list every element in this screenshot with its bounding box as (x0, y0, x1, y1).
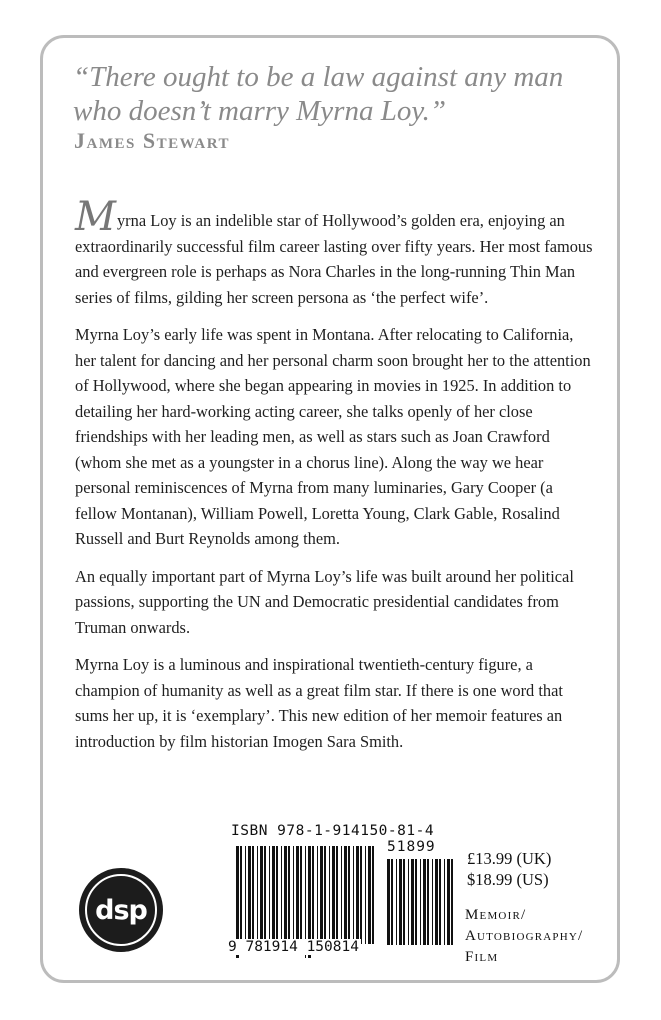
barcode-bar (423, 859, 426, 945)
addon-barcode (387, 859, 455, 959)
publisher-logo-ring (85, 874, 157, 946)
barcode-bar (444, 859, 445, 945)
barcode-bar (353, 846, 354, 944)
barcode-bar (387, 859, 390, 945)
drop-cap: M (75, 194, 116, 240)
barcode-bar (396, 859, 397, 945)
barcode-bar (245, 846, 246, 944)
ean-digits: 9 781914 150814 (228, 939, 359, 955)
barcode-bar (427, 859, 429, 945)
barcode-bar (348, 846, 350, 944)
barcode-bar (451, 859, 453, 945)
barcode-bar (272, 846, 275, 944)
barcode-bar (365, 846, 366, 944)
category-block (465, 905, 583, 968)
isbn-label: ISBN 978-1-914150-81-4 (231, 823, 435, 839)
barcode-bar (252, 846, 254, 944)
price-uk: £13.99 (UK) (467, 849, 552, 868)
barcode-bar (391, 859, 393, 945)
barcode-bar (408, 859, 409, 945)
blurb-paragraph-1 (75, 194, 595, 310)
category-line-2: Autobiography/ (465, 928, 584, 944)
barcode-bar (360, 846, 362, 944)
barcode-bar (372, 846, 374, 944)
blurb-paragraph-2: Myrna Loy’s early life was spent in Montana. After relocating to California, her talent for dancing and her personal charm soon brought her to the attention of Hollywood, where she began appearing in movies in 1925. In addition to detailing her hard-working acting career, she talks openly of her close friendships with her leading men, as well as stars such as Joan Crawford (whom she met as a youngster in a chorus line). Along the way we hear personal reminiscences of Myrna from many luminaries, Gary Cooper (a fellow Montanan), William Powell, Loretta Young, Clark Gable, Rosalind Russell and Burt Reynolds among them. (75, 325, 591, 548)
category-line-3: Film (465, 949, 499, 965)
barcode-bar (312, 846, 314, 944)
barcode-bar (317, 846, 318, 944)
barcode-bar (248, 846, 251, 944)
blurb-paragraph-3: An equally important part of Myrna Loy’s life was built around her political passions, supporting the UN and Democratic presidential candidates from Truman onwards. (75, 566, 574, 637)
barcode-bar (420, 859, 421, 945)
barcode-bar (439, 859, 441, 945)
blurb-paragraph-4: Myrna Loy is a luminous and inspirational twentieth-century figure, a champion of humanity as well as a great film star. If there is one word that sums her up, it is ‘exemplary’. This new edition of her memoir features an introduction by film historian Imogen Sara Smith. (75, 655, 563, 751)
barcode-bar (329, 846, 330, 944)
barcode-bar (435, 859, 438, 945)
barcode-bar (411, 859, 414, 945)
barcode-bar (432, 859, 433, 945)
barcode-bar (288, 846, 290, 944)
barcode-bar (336, 846, 338, 944)
barcode-bar (332, 846, 335, 944)
barcode-bar (300, 846, 302, 944)
pull-quote: “There ought to be a law against any man who doesn’t marry Myrna Loy.” (73, 61, 564, 127)
barcode-bar (264, 846, 266, 944)
barcode-bar (403, 859, 405, 945)
barcode-bar (284, 846, 287, 944)
barcode-bar (447, 859, 450, 945)
quote-attribution: James Stewart (74, 128, 231, 153)
barcode-bar (257, 846, 258, 944)
barcode-bar (269, 846, 270, 944)
barcode-bar (260, 846, 263, 944)
barcode-bar (344, 846, 347, 944)
barcode-bar (415, 859, 417, 945)
barcode-bar (240, 846, 242, 944)
barcode-bar (296, 846, 299, 944)
barcode-bar (356, 846, 359, 944)
back-cover-panel (40, 35, 620, 983)
barcode-bar (281, 846, 282, 944)
barcode-bar (276, 846, 278, 944)
barcode-bar (293, 846, 294, 944)
price-us: $18.99 (US) (467, 870, 549, 889)
barcode-bar (320, 846, 323, 944)
price-block (467, 848, 551, 890)
publisher-logo-icon (79, 868, 163, 952)
barcode-bar (324, 846, 326, 944)
addon-digits: 51899 (387, 839, 436, 855)
category-line-1: Memoir/ (465, 907, 527, 923)
barcode-bar (341, 846, 342, 944)
blurb-paragraph-1-text: yrna Loy is an indelible star of Hollywood’s golden era, enjoying an extraordinarily successful film career lasting over fifty years. Her most famous and evergreen role is perhaps as Nora Charles in the long-running Thin Man series of films, gilding her screen persona as ‘the perfect wife’. (75, 211, 593, 307)
barcode-bar (368, 846, 371, 944)
blurb-text (75, 194, 595, 766)
publisher-logo-text: dsp (95, 894, 147, 926)
barcode-bar (399, 859, 402, 945)
